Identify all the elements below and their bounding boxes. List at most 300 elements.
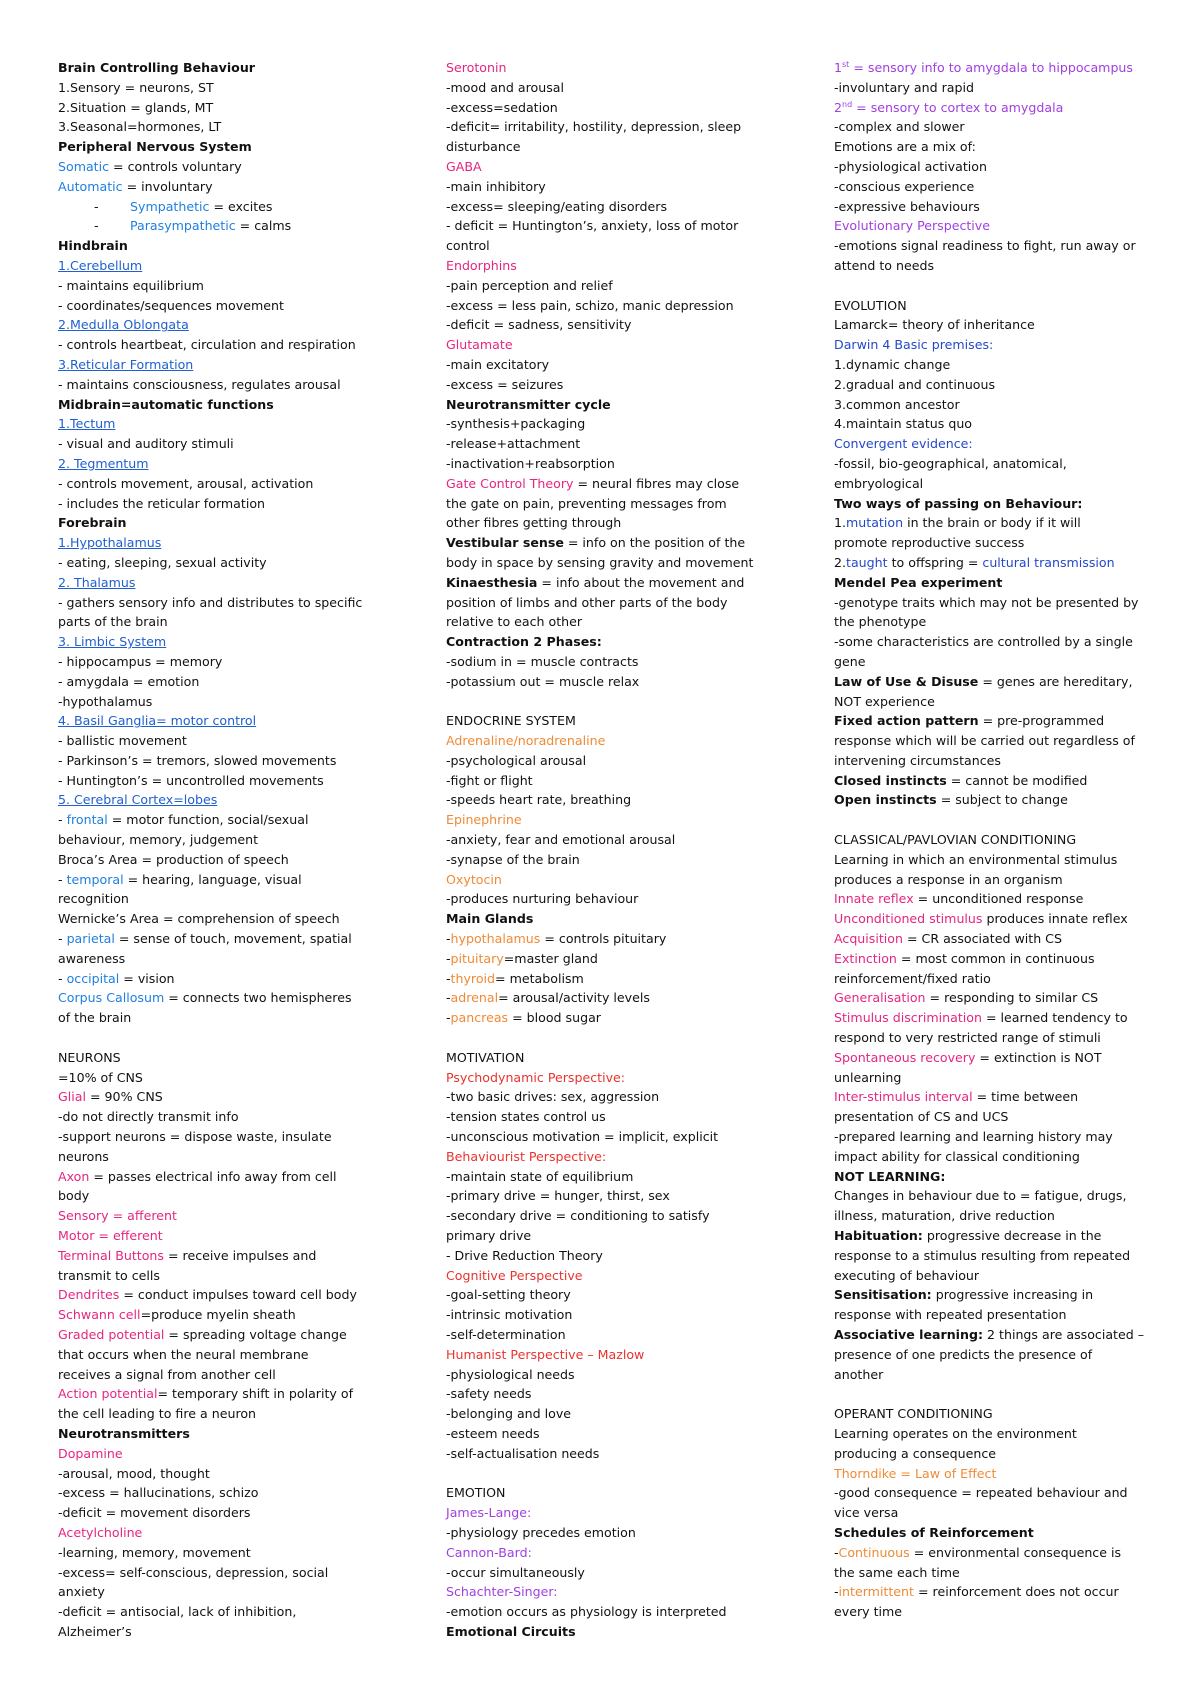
note-term-line	[58, 810, 388, 830]
line-text: producing a consequence	[834, 1445, 996, 1461]
note-line	[446, 1424, 776, 1444]
line-text: - maintains equilibrium	[58, 277, 204, 293]
line-text: = cannot be modified	[946, 772, 1088, 788]
notes-column-left	[58, 58, 388, 1642]
note-line	[834, 692, 1164, 712]
note-term-line	[834, 1582, 1164, 1602]
blank-line	[58, 1028, 388, 1048]
note-heading	[58, 513, 388, 533]
note-line	[834, 1345, 1164, 1365]
note-line	[446, 78, 776, 98]
line-text: produces a response in an organism	[834, 871, 1063, 887]
note-line	[58, 1147, 388, 1167]
note-heading	[58, 236, 388, 256]
highlighted-term: Associative learning:	[834, 1327, 984, 1342]
line-text: = involuntary	[122, 178, 213, 194]
highlighted-term: hypothalamus	[450, 931, 541, 947]
highlighted-term: Inter-stimulus interval	[834, 1089, 973, 1105]
line-text: = calms	[235, 218, 292, 234]
line-text: = spreading voltage change	[164, 1327, 347, 1342]
highlighted-term: Terminal Buttons	[58, 1247, 164, 1263]
note-line	[58, 1048, 388, 1068]
line-text: = unconditioned response	[913, 891, 1084, 907]
note-term-line	[58, 1206, 388, 1226]
note-term-line	[58, 1285, 388, 1305]
note-line	[446, 1127, 776, 1147]
note-line	[446, 1325, 776, 1345]
note-line	[834, 652, 1164, 672]
note-line	[58, 474, 388, 494]
note-line	[446, 276, 776, 296]
note-line	[58, 672, 388, 692]
line-text: - deficit = Huntington’s, anxiety, loss of motor	[446, 218, 739, 234]
note-line	[446, 414, 776, 434]
note-term-line	[58, 929, 388, 949]
line-text: -pain perception and relief	[446, 277, 613, 293]
line-text: Learning in which an environmental stimulus	[834, 851, 1118, 867]
highlighted-term: Dendrites	[58, 1287, 120, 1303]
line-text: -prepared learning and learning history may	[834, 1129, 1113, 1145]
note-line	[446, 296, 776, 316]
line-text: = time between	[972, 1089, 1079, 1105]
line-text: -genotype traits which may not be presented by	[834, 594, 1139, 610]
note-line	[58, 1563, 388, 1583]
line-text: relative to each other	[446, 614, 583, 630]
line-text: = environmental consequence is	[909, 1544, 1122, 1560]
line-text: presentation of CS and UCS	[834, 1109, 1009, 1125]
highlighted-term: Epinephrine	[446, 812, 522, 828]
note-line	[834, 1186, 1164, 1206]
note-line	[58, 494, 388, 514]
note-term-line	[834, 58, 1164, 78]
line-text: Wernicke’s Area = comprehension of speech	[58, 911, 340, 927]
line-text: - gathers sensory info and distributes to specific	[58, 594, 363, 610]
line-prefix: -	[446, 950, 451, 966]
note-heading	[834, 494, 1164, 514]
note-line	[58, 1622, 388, 1642]
line-text: = responding to similar CS	[925, 990, 1099, 1006]
line-text: 2.Situation = glands, MT	[58, 99, 214, 115]
note-line	[446, 1285, 776, 1305]
line-text: NEURONS	[58, 1049, 121, 1065]
note-term-line	[446, 1147, 776, 1167]
highlighted-term: Spontaneous recovery	[834, 1049, 976, 1065]
blank-line	[446, 1028, 776, 1048]
note-line	[446, 1523, 776, 1543]
line-text: -two basic drives: sex, aggression	[446, 1089, 660, 1105]
line-text: - visual and auditory stimuli	[58, 436, 234, 452]
note-term-line	[834, 1543, 1164, 1563]
note-term-line	[58, 969, 388, 989]
note-line	[446, 117, 776, 137]
highlighted-term: Generalisation	[834, 990, 926, 1006]
note-term-line	[834, 335, 1164, 355]
note-term-line	[58, 1167, 388, 1187]
note-term-line	[446, 810, 776, 830]
line-text: = motor function, social/sexual	[107, 812, 309, 828]
line-text: -arousal, mood, thought	[58, 1465, 210, 1481]
note-line	[446, 652, 776, 672]
note-term-line	[834, 553, 1164, 573]
line-text: -deficit = antisocial, lack of inhibition,	[58, 1604, 297, 1620]
line-text: = hearing, language, visual	[123, 871, 302, 887]
note-line	[446, 513, 776, 533]
highlighted-term: 4. Basil Ganglia= motor control	[58, 713, 257, 729]
line-text: -deficit= irritability, hostility, depression, sleep	[446, 119, 742, 135]
note-line	[446, 375, 776, 395]
line-text: -intrinsic motivation	[446, 1307, 573, 1323]
note-term-line	[58, 177, 388, 197]
line-text: = 90% CNS	[85, 1089, 163, 1105]
note-term-line	[58, 533, 388, 553]
highlighted-term: 1.Tectum	[58, 416, 116, 432]
line-text: EMOTION	[446, 1485, 506, 1501]
line-text: recognition	[58, 891, 129, 907]
note-heading	[446, 395, 776, 415]
highlighted-term: Vestibular sense	[446, 535, 564, 551]
note-line	[58, 296, 388, 316]
line-text: -produces nurturing behaviour	[446, 891, 639, 907]
highlighted-term: Closed instincts	[834, 772, 947, 788]
note-line	[446, 830, 776, 850]
line-text: - hippocampus = memory	[58, 653, 223, 669]
note-line	[446, 355, 776, 375]
line-text: -main excitatory	[446, 356, 550, 372]
line-text: -fossil, bio-geographical, anatomical,	[834, 455, 1067, 471]
line-text: - controls movement, arousal, activation	[58, 475, 314, 491]
note-term-line	[446, 949, 776, 969]
line-text: the same each time	[834, 1564, 960, 1580]
note-line	[446, 889, 776, 909]
highlighted-term: Acquisition	[834, 931, 903, 947]
line-text: Learning operates on the environment	[834, 1425, 1077, 1441]
note-line	[834, 355, 1164, 375]
line-text: position of limbs and other parts of the body	[446, 594, 728, 610]
note-term-line	[58, 1384, 388, 1404]
note-line	[446, 771, 776, 791]
line-text: -main inhibitory	[446, 178, 546, 194]
line-text: =produce myelin sheath	[140, 1307, 296, 1323]
line-text: = learned tendency to	[981, 1010, 1128, 1026]
line-text: = excites	[209, 198, 273, 214]
highlighted-term: = sensory info to amygdala to hippocampus	[849, 60, 1133, 75]
line-text: -mood and arousal	[446, 79, 564, 95]
note-term-line	[58, 632, 388, 652]
highlighted-term: Motor = efferent	[58, 1228, 163, 1244]
line-text: 2.gradual and continuous	[834, 376, 996, 392]
note-line	[446, 137, 776, 157]
highlighted-term: 1	[834, 60, 843, 75]
line-text: -excess=sedation	[446, 99, 558, 115]
line-text: - Drive Reduction Theory	[446, 1247, 603, 1263]
line-text: unlearning	[834, 1069, 902, 1085]
note-line	[58, 1365, 388, 1385]
line-text: progressive decrease in the	[922, 1228, 1102, 1244]
line-text: CLASSICAL/PAVLOVIAN CONDITIONING	[834, 832, 1077, 848]
highlighted-term: pancreas	[450, 1010, 509, 1026]
note-line	[58, 850, 388, 870]
line-text: = passes electrical info away from cell	[89, 1168, 337, 1184]
line-text: = controls pituitary	[540, 931, 667, 947]
blank-line	[834, 1384, 1164, 1404]
note-line	[446, 553, 776, 573]
highlighted-term: Cognitive Perspective	[446, 1267, 583, 1283]
note-line	[446, 1602, 776, 1622]
line-text: Emotional Circuits	[446, 1623, 576, 1639]
note-line	[58, 1068, 388, 1088]
highlighted-term: 2. Thalamus	[58, 574, 136, 590]
line-text: 1.Sensory = neurons, ST	[58, 79, 214, 95]
note-term-line	[834, 889, 1164, 909]
note-term-line	[58, 1226, 388, 1246]
note-line	[446, 98, 776, 118]
note-line	[446, 751, 776, 771]
note-term-line	[834, 1008, 1164, 1028]
highlighted-term: Sensory = afferent	[58, 1208, 177, 1224]
line-text: -unconscious motivation = implicit, explicit	[446, 1129, 719, 1145]
line-text: -excess = less pain, schizo, manic depression	[446, 297, 734, 313]
highlighted-term: Parasympathetic	[130, 218, 236, 234]
line-text: -inactivation+reabsorption	[446, 455, 615, 471]
highlighted-term: Extinction	[834, 950, 897, 966]
highlighted-term: Oxytocin	[446, 871, 502, 887]
highlighted-term: Endorphins	[446, 257, 517, 273]
line-text: = neural fibres may close	[573, 475, 740, 491]
highlighted-term: Humanist Perspective – Mazlow	[446, 1346, 645, 1362]
line-text: -synapse of the brain	[446, 851, 580, 867]
note-line	[834, 137, 1164, 157]
note-line	[834, 1206, 1164, 1226]
line-text: intervening circumstances	[834, 752, 1001, 768]
note-term-line	[834, 790, 1164, 810]
note-line	[834, 1602, 1164, 1622]
line-text: -tension states control us	[446, 1109, 606, 1125]
note-line	[446, 612, 776, 632]
line-text: parts of the brain	[58, 614, 168, 630]
note-line	[58, 652, 388, 672]
note-line	[58, 434, 388, 454]
highlighted-term: pituitary	[450, 950, 504, 966]
note-line	[58, 593, 388, 613]
line-text: produces innate reflex	[982, 911, 1128, 927]
note-line	[58, 1186, 388, 1206]
highlighted-term: Behaviourist Perspective:	[446, 1148, 607, 1164]
line-text: -self-determination	[446, 1327, 566, 1342]
line-text: -fight or flight	[446, 772, 533, 788]
note-line	[58, 771, 388, 791]
line-prefix: -	[446, 990, 451, 1006]
highlighted-term: Stimulus discrimination	[834, 1010, 982, 1026]
note-term-line	[58, 414, 388, 434]
note-line	[58, 1127, 388, 1147]
line-text: 1.dynamic change	[834, 356, 951, 372]
line-text: -good consequence = repeated behaviour and	[834, 1485, 1128, 1501]
line-text: 3.Seasonal=hormones, LT	[58, 119, 222, 135]
line-text: control	[446, 238, 490, 254]
note-term-line	[834, 949, 1164, 969]
highlighted-term: GABA	[446, 158, 482, 174]
line-text: -some characteristics are controlled by a single	[834, 634, 1133, 650]
note-line	[58, 78, 388, 98]
line-text: -synthesis+packaging	[446, 416, 586, 432]
line-prefix: -	[446, 1010, 451, 1026]
line-text: -involuntary and rapid	[834, 79, 975, 95]
note-heading	[58, 1424, 388, 1444]
note-term-line	[446, 731, 776, 751]
note-line	[834, 296, 1164, 316]
line-text: response with repeated presentation	[834, 1307, 1067, 1323]
note-term-line	[446, 256, 776, 276]
note-term-line	[446, 474, 776, 494]
highlighted-term: 3. Limbic System	[58, 634, 167, 650]
note-term-line	[834, 1285, 1164, 1305]
note-line	[834, 1068, 1164, 1088]
highlighted-term: cultural transmission	[982, 554, 1115, 570]
line-prefix: -	[446, 970, 451, 986]
line-prefix: -	[58, 812, 67, 828]
line-text: Changes in behaviour due to = fatigue, drugs,	[834, 1188, 1127, 1204]
note-term-line	[58, 711, 388, 731]
note-line	[834, 177, 1164, 197]
highlighted-term: Gate Control Theory	[446, 475, 574, 491]
line-text: - Huntington’s = uncontrolled movements	[58, 772, 324, 788]
note-line	[58, 830, 388, 850]
ordinal-suffix: st	[842, 59, 850, 69]
note-line	[834, 395, 1164, 415]
highlighted-term: = sensory to cortex to amygdala	[852, 99, 1064, 115]
highlighted-term: frontal	[66, 812, 108, 828]
line-text: primary drive	[446, 1228, 532, 1244]
line-text: -primary drive = hunger, thirst, sex	[446, 1188, 670, 1204]
line-text: gene	[834, 653, 866, 669]
highlighted-term: Psychodynamic Perspective:	[446, 1069, 626, 1085]
line-text: receives a signal from another cell	[58, 1366, 276, 1382]
note-term-line	[58, 1087, 388, 1107]
note-term-line	[834, 216, 1164, 236]
line-text: Brain Controlling Behaviour	[58, 60, 255, 75]
note-line	[446, 1107, 776, 1127]
line-text: Two ways of passing on Behaviour:	[834, 495, 1083, 511]
line-text: respond to very restricted range of stimuli	[834, 1030, 1101, 1046]
note-line	[834, 1127, 1164, 1147]
line-text: 2 things are associated –	[983, 1327, 1145, 1342]
line-text: 4.maintain status quo	[834, 416, 973, 432]
line-text: = vision	[119, 970, 175, 986]
line-text: another	[834, 1366, 884, 1382]
line-text: = genes are hereditary,	[978, 673, 1133, 689]
note-line	[446, 197, 776, 217]
line-text: the phenotype	[834, 614, 927, 630]
line-text: reinforcement/fixed ratio	[834, 970, 991, 986]
note-line	[58, 731, 388, 751]
note-line	[446, 1226, 776, 1246]
highlighted-term: Somatic	[58, 158, 110, 174]
line-text: in the brain or body if it will	[903, 515, 1081, 531]
line-text: -learning, memory, movement	[58, 1544, 251, 1560]
line-text: = controls voluntary	[109, 158, 242, 174]
line-text: -deficit = sadness, sensitivity	[446, 317, 632, 333]
highlighted-term: James-Lange:	[446, 1505, 532, 1521]
line-text: -physiological activation	[834, 158, 987, 174]
line-text: - amygdala = emotion	[58, 673, 200, 689]
line-text: response to a stimulus resulting from repeated	[834, 1247, 1131, 1263]
line-text: Contraction 2 Phases:	[446, 634, 602, 650]
line-text: = most common in continuous	[896, 950, 1095, 966]
highlighted-term: Glutamate	[446, 337, 513, 353]
note-line	[446, 494, 776, 514]
note-line	[58, 1008, 388, 1028]
highlighted-term: Glial	[58, 1089, 86, 1105]
line-text: -secondary drive = conditioning to satisfy	[446, 1208, 710, 1224]
note-line	[58, 335, 388, 355]
line-text: -speeds heart rate, breathing	[446, 792, 632, 808]
blank-line	[446, 692, 776, 712]
line-text: that occurs when the neural membrane	[58, 1346, 309, 1362]
note-term-line	[58, 1444, 388, 1464]
note-term-line	[446, 1345, 776, 1365]
note-line	[834, 632, 1164, 652]
blank-line	[446, 1464, 776, 1484]
line-text: of the brain	[58, 1010, 132, 1026]
line-text: Alzheimer’s	[58, 1623, 132, 1639]
note-term-line	[834, 1048, 1164, 1068]
highlighted-term: adrenal	[450, 990, 499, 1006]
line-text: Peripheral Nervous System	[58, 139, 252, 155]
note-line	[834, 1028, 1164, 1048]
line-text: -support neurons = dispose waste, insulate	[58, 1129, 332, 1145]
line-text: -occur simultaneously	[446, 1564, 585, 1580]
note-line	[834, 1444, 1164, 1464]
highlighted-term: temporal	[66, 871, 124, 887]
note-line	[446, 454, 776, 474]
line-text: = metabolism	[495, 970, 584, 986]
line-text: MOTIVATION	[446, 1049, 525, 1065]
note-line	[834, 1246, 1164, 1266]
highlighted-term: intermittent	[838, 1584, 914, 1600]
note-line	[446, 1483, 776, 1503]
note-line	[834, 533, 1164, 553]
line-text: -potassium out = muscle relax	[446, 673, 640, 689]
note-line	[834, 117, 1164, 137]
line-text: -complex and slower	[834, 119, 965, 135]
line-text: Schedules of Reinforcement	[834, 1524, 1034, 1540]
highlighted-term: Schachter-Singer:	[446, 1584, 558, 1600]
line-text: executing of behaviour	[834, 1267, 980, 1283]
note-term-line	[58, 1325, 388, 1345]
note-term-line	[834, 513, 1164, 533]
highlighted-term: Schwann cell	[58, 1307, 141, 1323]
line-text: disturbance	[446, 139, 521, 155]
line-text: neurons	[58, 1148, 109, 1164]
line-text: - eating, sleeping, sexual activity	[58, 554, 267, 570]
note-line	[834, 1483, 1164, 1503]
line-text: -safety needs	[446, 1386, 532, 1402]
note-line	[58, 909, 388, 929]
line-text: - includes the reticular formation	[58, 495, 266, 511]
line-text: illness, maturation, drive reduction	[834, 1208, 1055, 1224]
line-text: 3.common ancestor	[834, 396, 960, 412]
note-line	[58, 98, 388, 118]
line-text: -excess= self-conscious, depression, social	[58, 1564, 329, 1580]
note-term-line	[834, 771, 1164, 791]
line-text: attend to needs	[834, 257, 934, 273]
ordinal-suffix: nd	[842, 99, 853, 109]
highlighted-term: 2. Tegmentum	[58, 455, 149, 471]
note-term-line	[834, 929, 1164, 949]
line-text: -deficit = movement disorders	[58, 1505, 251, 1521]
line-text: Lamarck= theory of inheritance	[834, 317, 1035, 333]
line-text: Neurotransmitter cycle	[446, 396, 611, 412]
